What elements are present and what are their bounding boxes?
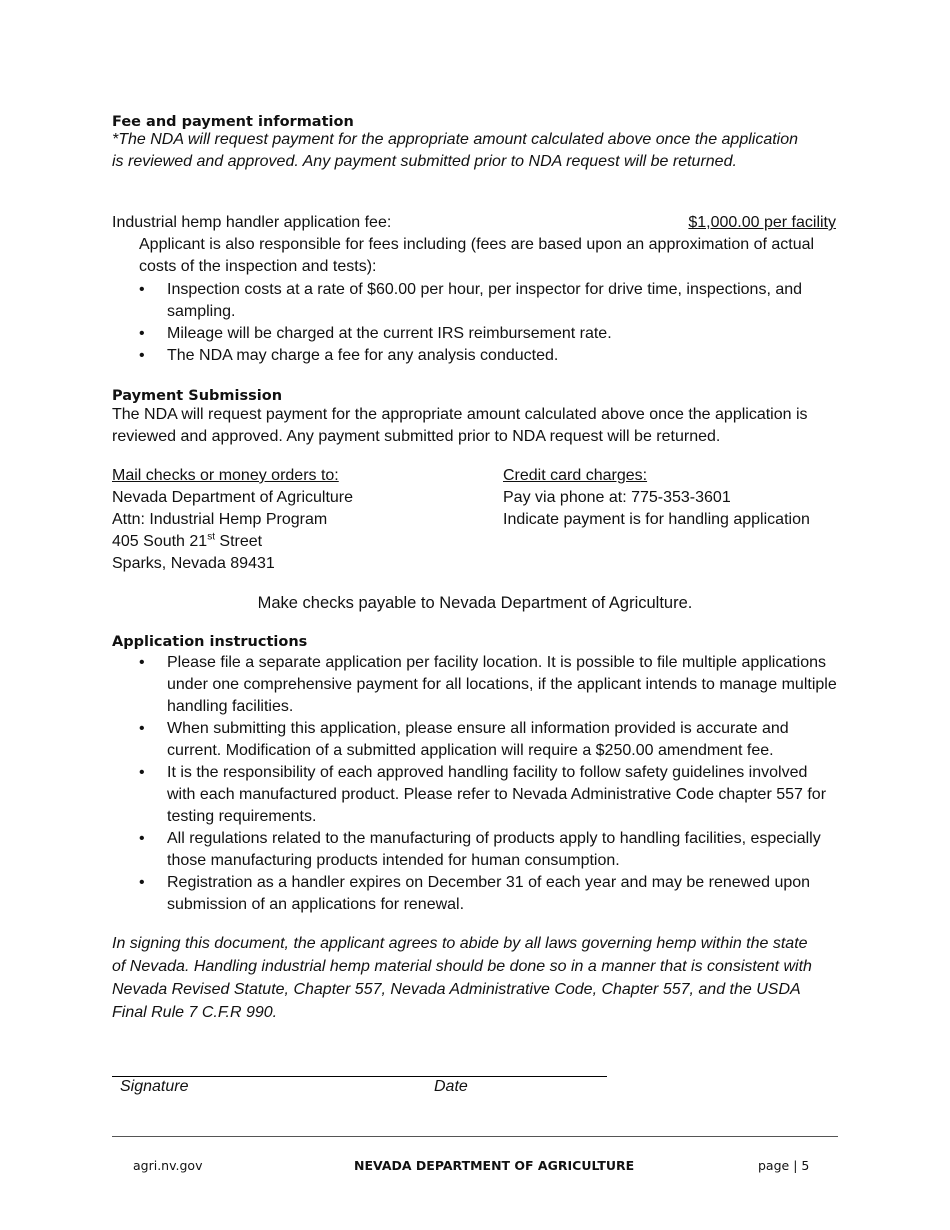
footer-page-number: page | 5 bbox=[758, 1158, 810, 1173]
list-item: • Please file a separate application per facility location. It is possible to file multiple applications under one comprehensive payment for all locations, if the applicant intends to manage multiple handling facilities. bbox=[139, 652, 839, 718]
payable-note: Make checks payable to Nevada Department of Agriculture. bbox=[257, 594, 693, 612]
mail-line1: Nevada Department of Agriculture bbox=[112, 489, 354, 506]
list-item: • Registration as a handler expires on December 31 of each year and may be renewed upon submission of an applications for renewal. bbox=[139, 872, 839, 916]
credit-card-block bbox=[503, 465, 843, 531]
credit-line1: Pay via phone at: 775-353-3601 bbox=[503, 489, 731, 506]
fee-amount: $1,000.00 per facility bbox=[688, 214, 836, 231]
list-item: • Mileage will be charged at the current IRS reimbursement rate. bbox=[139, 323, 839, 345]
list-item: • Inspection costs at a rate of $60.00 per hour, per inspector for drive time, inspections, and sampling. bbox=[139, 279, 839, 323]
footer-website: agri.nv.gov bbox=[133, 1158, 203, 1173]
instructions-list bbox=[139, 652, 839, 916]
credit-line2: Indicate payment is for handling application bbox=[503, 511, 810, 528]
fee-label: Industrial hemp handler application fee: bbox=[112, 214, 392, 231]
footer-divider bbox=[112, 1136, 838, 1137]
payment-section-heading: Payment Submission bbox=[112, 388, 283, 404]
agreement-statement: In signing this document, the applicant agrees to abide by all laws governing hemp within the state of Nevada. Handling industrial hemp material should be done so in a manner that is consistent with Nevada Revised Statute, Chapter 557, Nevada Administrative Code, Chapter 557, and the USDA Final Rule 7 C.F.R 990. bbox=[112, 935, 812, 1021]
instructions-heading: Application instructions bbox=[112, 634, 308, 650]
mail-city: Sparks, Nevada 89431 bbox=[112, 555, 275, 572]
list-item: • It is the responsibility of each approved handling facility to follow safety guidelines involved with each manufactured product. Please refer to Nevada Administrative Code chapter 557 for testing requirements. bbox=[139, 762, 839, 828]
credit-title: Credit card charges: bbox=[503, 467, 648, 484]
signature-label: Signature bbox=[120, 1078, 189, 1095]
list-item: • All regulations related to the manufacturing of products apply to handling facilities, especially those manufacturing products intended for human consumption. bbox=[139, 828, 839, 872]
mail-street: 405 South 21st Street bbox=[112, 531, 263, 550]
footer-org: NEVADA DEPARTMENT OF AGRICULTURE bbox=[354, 1158, 635, 1173]
mail-title: Mail checks or money orders to: bbox=[112, 467, 339, 484]
fee-section-note: *The NDA will request payment for the appropriate amount calculated above once the application is reviewed and approved. Any payment submitted prior to NDA request will be returned. bbox=[112, 131, 799, 170]
date-label: Date bbox=[434, 1078, 468, 1095]
mail-line2: Attn: Industrial Hemp Program bbox=[112, 511, 328, 528]
fee-items-list bbox=[139, 279, 839, 367]
additional-fees-intro: Applicant is also responsible for fees including (fees are based upon an approximation of actual costs of the inspection and tests): bbox=[139, 236, 815, 275]
mail-address-block bbox=[112, 465, 472, 575]
payment-text: The NDA will request payment for the appropriate amount calculated above once the application is reviewed and approved. Any payment submitted prior to NDA request will be returned. bbox=[112, 406, 808, 445]
list-item: • When submitting this application, please ensure all information provided is accurate and current. Modification of a submitted application will require a $250.00 amendment fee. bbox=[139, 718, 839, 762]
fee-section-heading: Fee and payment information bbox=[112, 114, 354, 130]
list-item: • The NDA may charge a fee for any analysis conducted. bbox=[139, 345, 839, 367]
